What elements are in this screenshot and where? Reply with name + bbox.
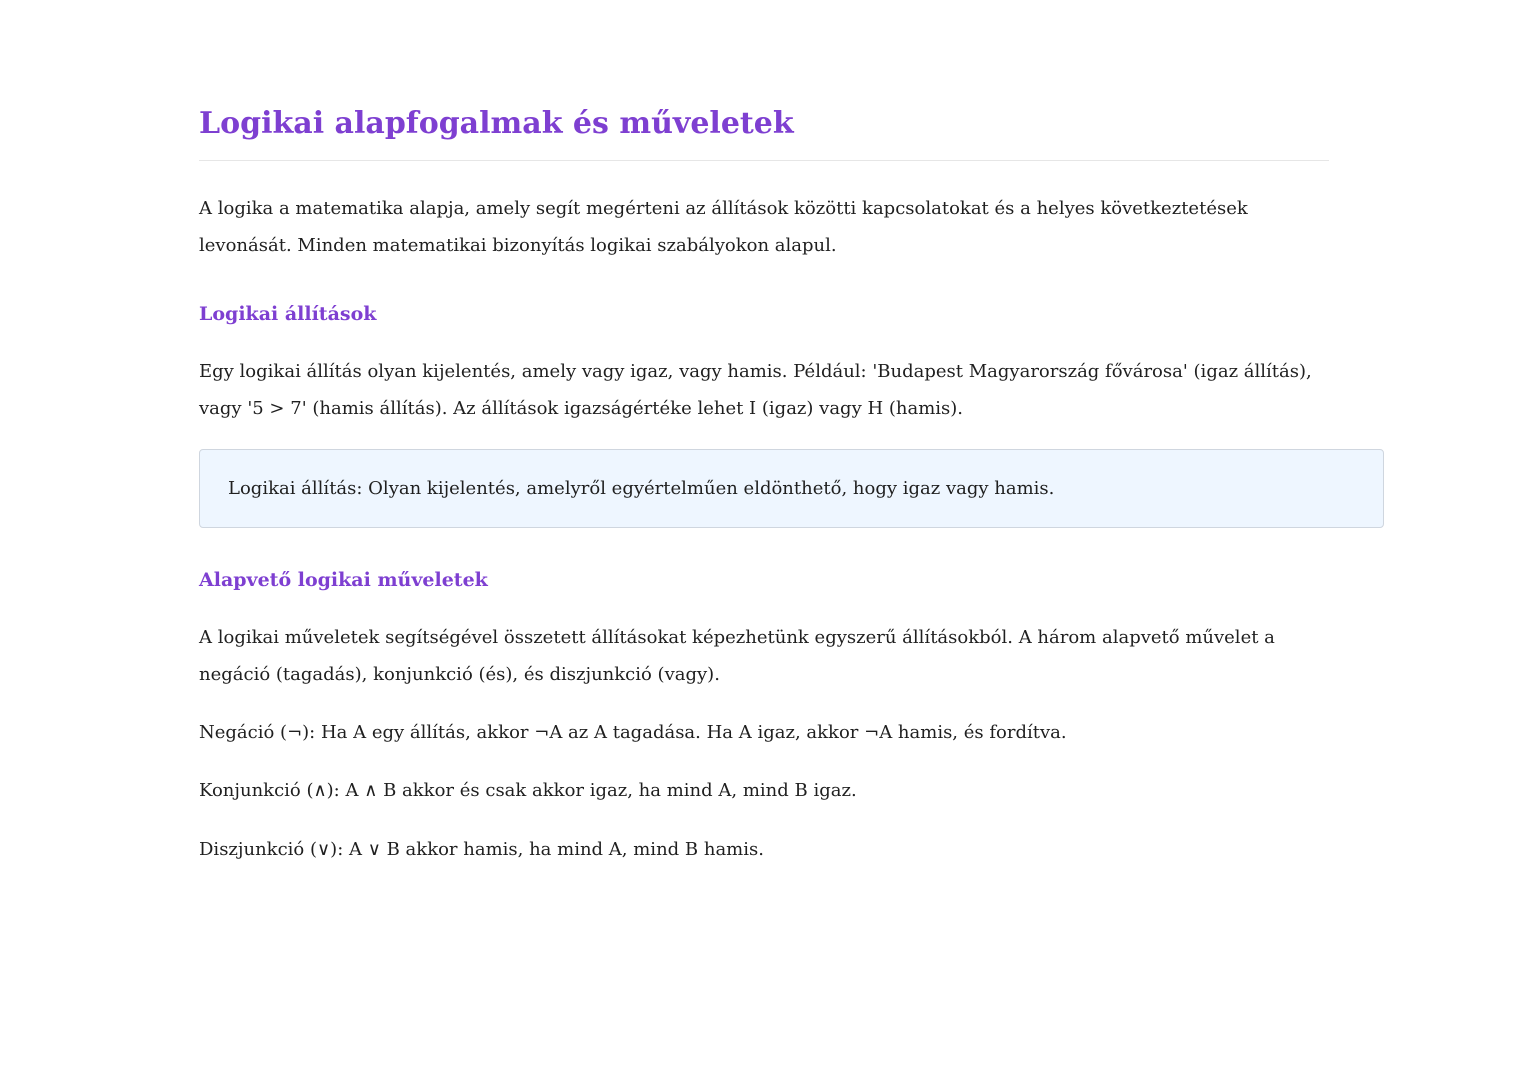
title-divider [199, 160, 1329, 161]
definition-callout-text: Logikai állítás: Olyan kijelentés, amelyről egyértelműen eldönthető, hogy igaz vagy hamis. [228, 478, 1055, 499]
intro-paragraph: A logika a matematika alapja, amely segít megérteni az állítások közötti kapcsolatokat és a helyes következtetések levonását. Minden matematikai bizonyítás logikai szabályokon alapul. [199, 198, 1248, 256]
operations-paragraph: A logikai műveletek segítségével összetett állításokat képezhetünk egyszerű állításokból. A három alapvető művelet a negáció (tagadás), konjunkció (és), és diszjunkció (vagy). [199, 627, 1275, 685]
section-heading-operations: Alapvető logikai műveletek [199, 569, 488, 591]
operation-disjunction: Diszjunkció (∨): A ∨ B akkor hamis, ha mind A, mind B hamis. [199, 839, 764, 860]
definition-callout [199, 449, 1384, 528]
statements-paragraph: Egy logikai állítás olyan kijelentés, amely vagy igaz, vagy hamis. Például: 'Budapest Magyarország fővárosa' (igaz állítás), vagy '5 > 7' (hamis állítás). Az állítások igazságértéke lehet I (igaz) vagy H (hamis). [199, 361, 1312, 419]
operation-conjunction: Konjunkció (∧): A ∧ B akkor és csak akkor igaz, ha mind A, mind B igaz. [199, 780, 857, 801]
section-heading-statements: Logikai állítások [199, 303, 377, 325]
page-title: Logikai alapfogalmak és műveletek [199, 106, 794, 141]
operation-negation: Negáció (¬): Ha A egy állítás, akkor ¬A az A tagadása. Ha A igaz, akkor ¬A hamis, és fordítva. [199, 722, 1067, 743]
